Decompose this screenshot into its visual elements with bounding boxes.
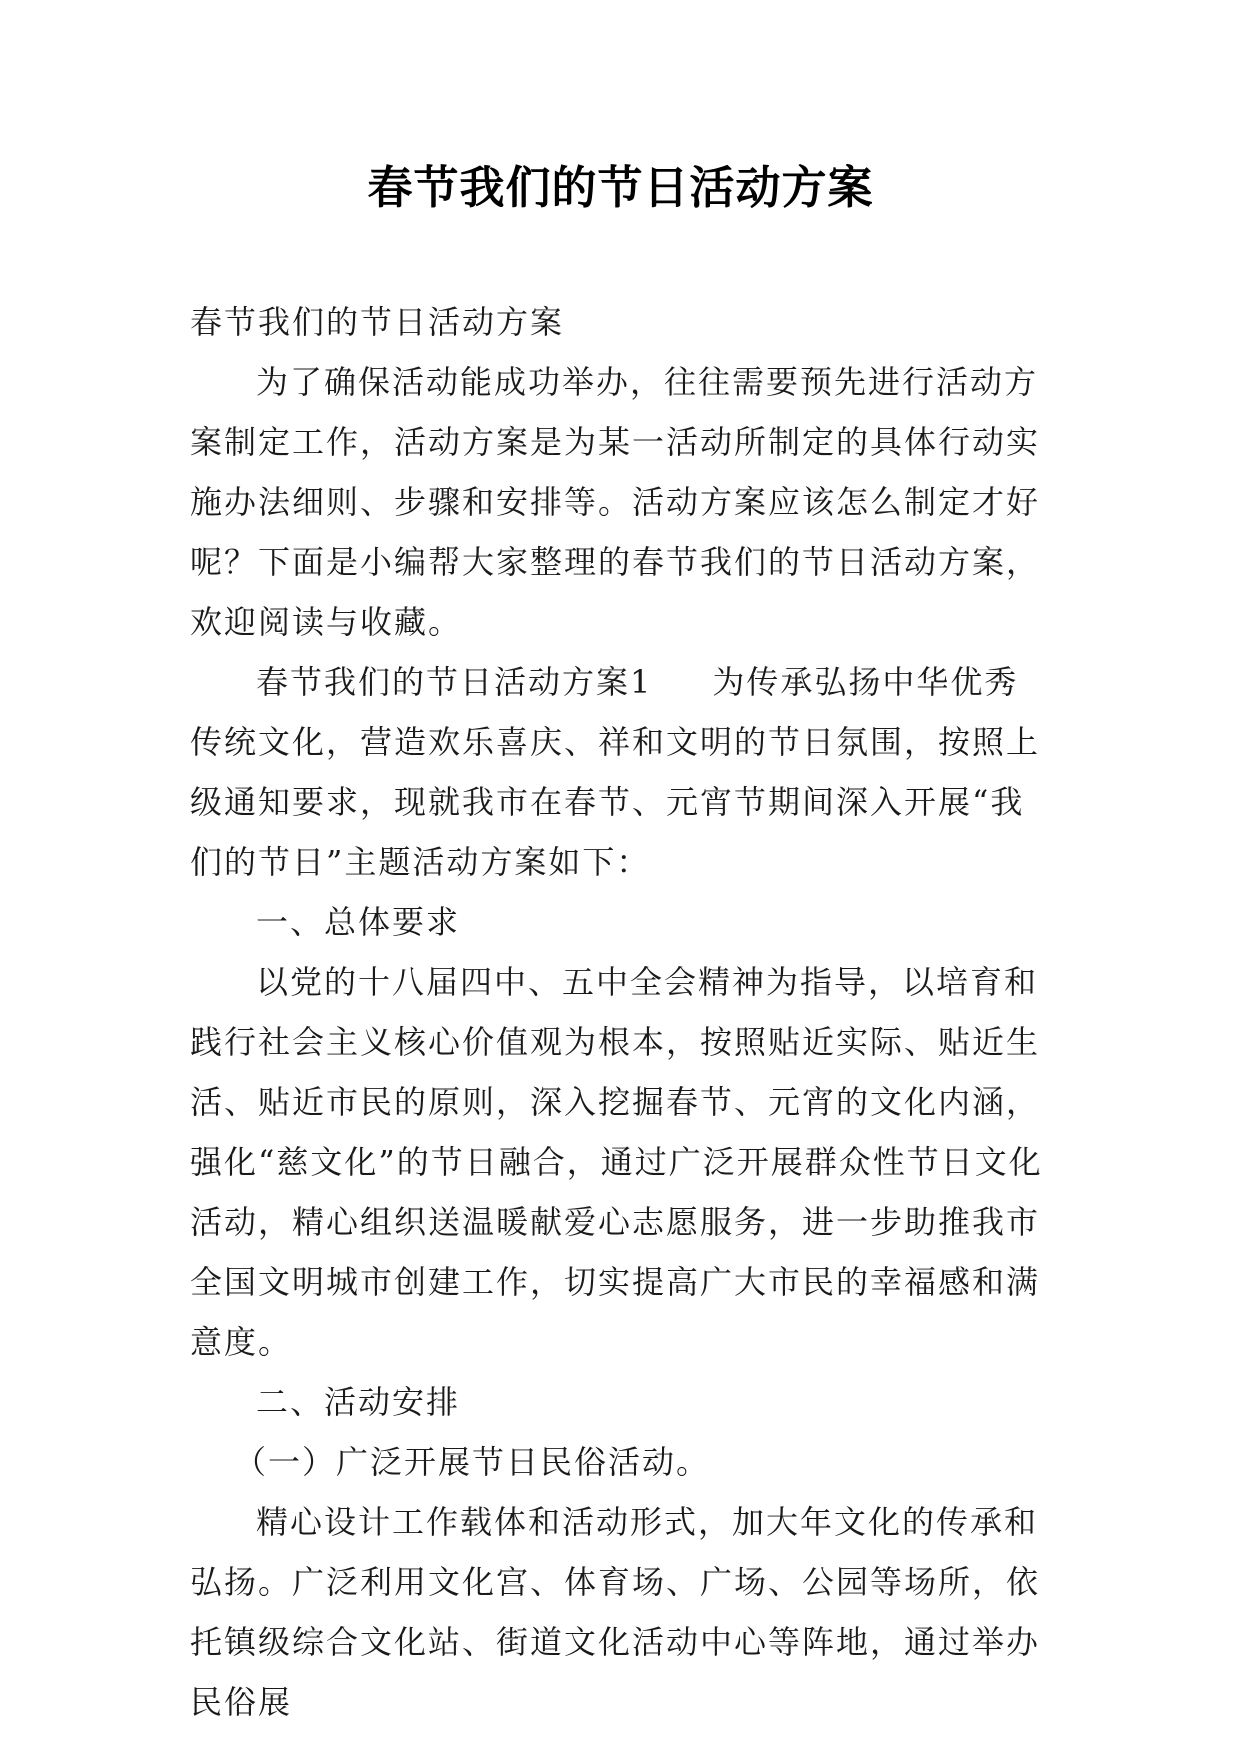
section-paragraph	[190, 652, 1050, 892]
heading-general-requirements: 一、总体要求	[256, 903, 461, 941]
subheading-folk-activities: （一）广泛开展节日民俗活动。	[234, 1443, 711, 1481]
subtitle-line: 春节我们的节日活动方案	[190, 303, 565, 341]
heading-activity-arrangement: 二、活动安排	[256, 1383, 461, 1421]
section-body: 为传承弘扬中华优秀传统文化，营造欢乐喜庆、祥和文明的节日氛围，按照上级通知要求，现就我市在春节、元宵节期间深入开展“我们的节日”主题活动方案如下：	[190, 663, 1041, 881]
section-heading: 春节我们的节日活动方案1	[256, 663, 653, 701]
intro-paragraph: 为了确保活动能成功举办，往往需要预先进行活动方案制定工作，活动方案是为某一活动所制定的具体行动实施办法细则、步骤和安排等。活动方案应该怎么制定才好呢？下面是小编帮大家整理的春节我们的节日活动方案，欢迎阅读与收藏。	[190, 363, 1041, 641]
document-title: 春节我们的节日活动方案	[367, 161, 874, 214]
document-body	[190, 292, 1050, 1732]
requirements-paragraph: 以党的十八届四中、五中全会精神为指导，以培育和践行社会主义核心价值观为根本，按照贴近实际、贴近生活、贴近市民的原则，深入挖掘春节、元宵的文化内涵，强化“慈文化”的节日融合，通过广泛开展群众性节日文化活动，精心组织送温暖献爱心志愿服务，进一步助推我市全国文明城市创建工作，切实提高广大市民的幸福感和满意度。	[190, 963, 1043, 1361]
folk-activities-paragraph: 精心设计工作载体和活动形式，加大年文化的传承和弘扬。广泛利用文化宫、体育场、广场、公园等场所，依托镇级综合文化站、街道文化活动中心等阵地，通过举办民俗展	[190, 1503, 1041, 1721]
